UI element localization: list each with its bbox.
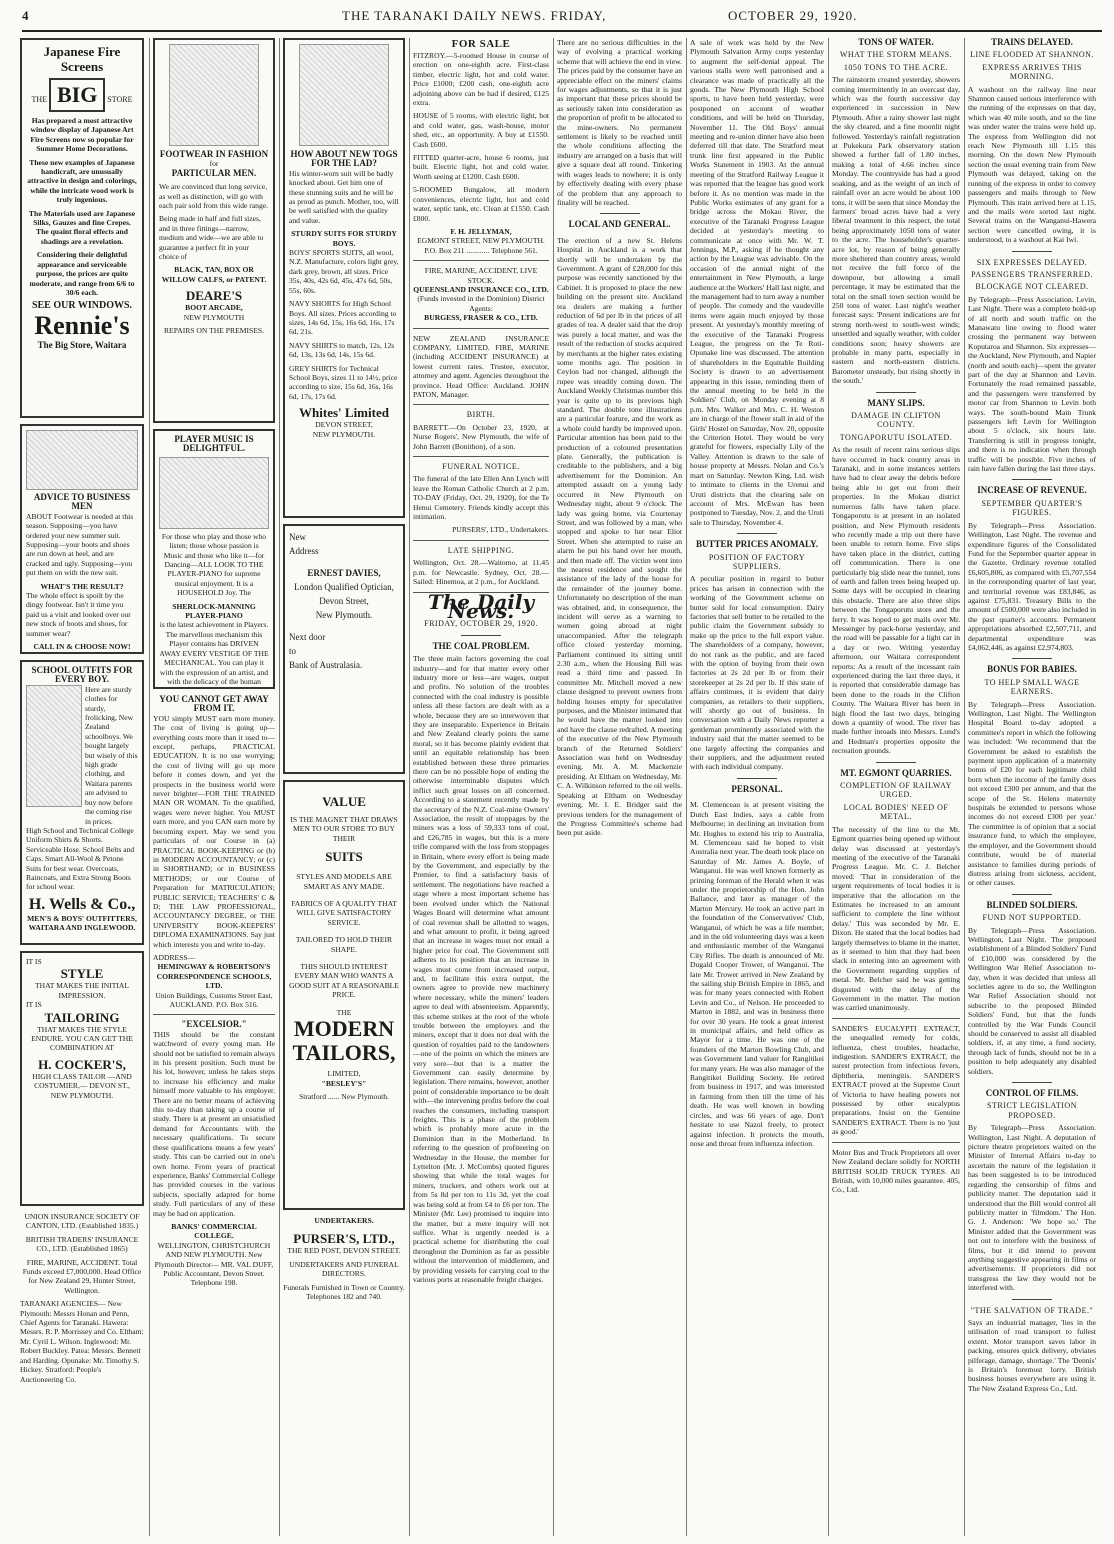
masthead (22, 8, 1102, 26)
ad-heading: PLAYER MUSIC IS DELIGHTFUL. (174, 434, 254, 454)
ad-text: YOU simply MUST earn more money. The cost of living is going up—everything costs more than it used to—except, perhaps, PRACTICAL EDUCATION. It is no use worrying; the cost of living will go up more before it comes down, and yet the prospects in the business world were never brighter—FOR THE TRAINED MAN OR WOMAN. To the qualified, wages were never higher. You MUST earn more, and you CAN earn more by becoming expert. May we send you particulars of our Course in (a) PRACTICAL BOOK-KEEPING or (b) in MODERN ACCOUNTANCY; or (c) in SHORTHAND; or in BUSINESS METHODS; or our Course of Preparation for MATRICULATION; PUBLIC SERVICE; TEACHERS' C & D; THE LAW PROFESSIONAL, ACCOUNTANCY DEGREE, or THE UNIVERSITY BOOK-KEEPERS' DIPLOMA EXAMINATIONS. Say just which interests you and write to-day. (153, 713, 275, 949)
column-divider (409, 38, 410, 1536)
gentleman-illustration-icon (169, 44, 259, 146)
ad-text: GREY SHIRTS for Technical School Boys, sizes 11 to 14½, price according to size, 15s 6d, 16s, 16s 6d, 17s, 17s 6d. (289, 363, 398, 401)
notice-text: BRITISH TRADERS' INSURANCE CO., LTD. (Established 1865) (25, 1234, 139, 1254)
ad-heading: ADVICE TO BUSINESS MEN (33, 492, 131, 512)
ad-modern-tailors (283, 780, 405, 1210)
ad-hemingway-robertson (153, 695, 275, 1009)
ad-text: NEW PLYMOUTH. (312, 429, 376, 439)
section-heading: BUTTER PRICES ANOMALY. (695, 539, 819, 550)
editorial-text: There are no serious difficulties in the way of evolving a practical working scheme that will achieve the end in view. The prices paid by the consumer have an appreciable effect on the miners' claims for wages adjustments, so that it is just as important that these prices should be as seriously taken into consideration as the proportion of profit to be allocated to the mine-owners. No permanent settlement is likely to be reached until the whole conditions affecting the industry are arranged on a basis that will give a square deal all round. Tinkering with wages leads to nowhere; it is only by effectively dealing with every phase of the problem that any approach to finality will be reached. (557, 38, 682, 207)
column-divider (149, 38, 150, 1536)
news-text: By Telegraph—Press Association. Wellington, Last Night. The Wellington Hospital Board to-day adopted a committee's report in which the following was included: 'We recommend that the Government be asked to establish the payment upon application of a maternity bonus of £20 for each legitimate child born when the income of the family does not exceed £300 per annum, and that the scope of the St. Helens maternity hospitals be extended to persons whose incomes do not exceed £300 per year.' The committee is of opinion that a social insurance fund, to which the employee, the employer, and the Government should contribute, would be of material assistance to families during periods of distress arising from sickness, accident, or other causes. (968, 699, 1096, 888)
news-text: As the result of recent rains serious slips have occurred in back country areas in Taranaki, and in some instances settlers have had to clear away the debris before being able to get out from their properties. In the Mokau district numerous falls have taken place. Tongaporutu is at present in an isolated position, and New Plymouth residents who recently made a trip out there have been unable to return home. Five slips have taken place in the district, cutting off communication. There is one particularly big slide near the tunnel, tons of earth and fallen trees being heaped up. Some days will be occupied in clearing this obstacle. There are also three slips between the Tongaporutu store and the ferry. It was hoped to get mails over Mr. Messenger by pack-horse yesterday, and the road will be passable for a light car in a day or two. Writing yesterday afternoon, our Waitara correspondent reports: As a result of the incessant rain experienced during the last three days, it is reported that considerable damage has been done to the roads in the Clifton County. The Waitara River has been in high flood the last two days, bringing down a quantity of wood. The river has made further inroads into Messrs. Lund's and Hedman's properties opposite the recreation grounds. (832, 445, 960, 756)
section-heading: MANY SLIPS. (867, 397, 925, 408)
ad-heading: Japanese Fire Screens (43, 44, 121, 74)
column-1 (20, 38, 144, 1536)
news-text: By Telegraph—Press Association. Wellington, Last Night. The revenue and expenditure figures of the Consolidated Fund for the September quarter appear in the Gazette. Ordinary revenue totalled £6,605,806, as compared with £5,707,554 in the corresponding quarter of last year, and territorial revenue was £83,846, as against £75,831. Treasury Bills to the amount of £500,000 were also included in the past quarter's accounts. Permanent appropriations absorbed £2,507,711, and departmental expenditure was £4,062,446, as against £2,974,803. (968, 520, 1096, 652)
ad-text: We are convinced that long service, as well as distinction, will go with each pair sold from this wide range. (159, 182, 269, 211)
news-text: A washout on the railway line near Shannon caused serious interference with the running of the expresses on that day, which was 40 mile south, and so the line was under water the trains were held up. The express from Wellington did not reach New Plymouth till 1.15 this morning. On the down New Plymouth section the usual evening train from New Plymouth was delayed, taking on the running of the express in order to convey passengers and mails through to New Plymouth. This train arrived here at 1.15, and the mails were sorted last night. Several trains on the Wanganui-Hawera section were cancelled owing, it is understood, to a washout at Kai Iwi. (968, 84, 1096, 245)
section-subheading: POSITION OF FACTORY SUPPLIERS. (708, 552, 806, 571)
column-divider (279, 38, 280, 1536)
classified-text: 5-ROOMED Bungalow, all modern conveniences, electric light, hot and cold water, septic tank, etc. Clean at £1550. Cash £800. (413, 185, 549, 223)
editorial-text: The three main factors governing the coal industry—and for that matter every other industry more or less—are wages, output and profits. No solution of the troubles connected with the coal industry is possible unless all these factors are dealt with as a whole, because they are so interwoven that they are inseparable. Experience in Britain and New Zealand clearly points the same moral, so it has become plainly evident that until an equitable relationship has been established between these three primaries there can be no possible hope of ending the otherwise interminable disputes which inflict such great losses on all concerned. According to a statement recently made by the secretary of the N.Z. Coal-mine Owners' Association, the result of stoppages by the miners was a loss of 59,333 tons of coal, and £26,785 in wages, but this is a mere trifle compared with the loss from stoppages in Britain, where every effort is being made by the Government, and especially by the Premier, to find a satisfactory basis of settlement. The negotiations have reached a stage where a most important scheme has been evolved under which the National Wages Board will determine what amount of coal revenue shall be allotted to wages, and what amount to profit, it being agreed that an increase in wages must not entail a higher price for coal. The Government still adheres to its position that an increase in wages must come from increased output, and, to facilitate this extra output, the owners agree to provide new machinery where necessary, while the miners' leaders agree to deal with absenteeism. Apparently, this scheme strikes at the root of the whole trouble between the employers and the miners, except that it does not deal with the question of royalties paid to the landowners—one of the points on which the miners are very sore—but that is a matter the Government can easily determine by legislation. There remains, however, another point of considerable importance to be dealt with—the intervening profits before the coal reaches the consumers, including transport freights. This is a phase of the problem which is probably more acute in the Dominion than in the Motherland. In referring to the question of profiteering on Wednesday in the House, the member for Lyttelton (Mr. J. McCombs) quoted figures showing that while the total wages for miners, truckers, and others work out at from 5s 8d per ton to 11s 3d, yet the coal was being sold at from £4 to £6 per ton. The Minister (Mr. Lee) promised to inquire into the matter, but a mere inquiry will not suffice. What is urgently needed is a practical scheme for distributing the coal throughout the Dominion as far as possible without the intervention of middlemen, and by providing vessels for carrying coal to the various ports at reasonable freight charges. (413, 654, 549, 1284)
ad-school-outfits (20, 660, 144, 945)
ad-heading: STYLE (60, 966, 104, 982)
ad-heading: PARTICULAR MEN. (171, 167, 257, 178)
section-subheading: LINE FLOODED AT SHANNON. (970, 50, 1094, 60)
ad-text: IT IS (26, 957, 42, 966)
ad-text: UNDERTAKERS AND FUNERAL DIRECTORS. (289, 1259, 399, 1279)
ad-text: Devon Street, (319, 596, 369, 606)
news-text: M. Clemenceau is at present visiting the Dutch East Indies, says a cable from Melbourne; in declining an invitation from Mr. Hughes to extend his trip to Australia, M. Clemenceau said he hoped to visit Australia next year. The death took place on Saturday of Mr. James A. Boyle, of Wanganui. He was well known formerly as printing foreman of the Herald when it was under the proprietorship of the Hon. John Ballance, and later as manager of the Marton Mercury. He took an active part in the foundation of the Conservatives' Club, Wanganui, of which he was a life member, and in the old volunteering days was a keen and enthusiastic member of the Wanganui City Rifles. The death is announced of Mr. Dugald Cooper Trower, of Wanganui. The late Mr. Trower arrived in New Zealand by the sailing ship British Empire in 1865, and was for many years connected with Robert Levin and Co., of Nelson. He proceeded to Marton in 1882, and was in business there for over 30 years. He took a great interest in municipal affairs, and held office as Mayor for a time. He was one of the founders of the Marton Bowling Club, and was Government land valuer for Rangitikei for many years. He was also manager of the Rangitikei Building Society. He retired from business in 1917, and was interested in farming from then till the time of his death. He was well known in bowling circles, and was 66 years of age. Don't hesitate to use Nazol freely, to protect against infection. It protects the mouth, nose and throat from influenza infection. (690, 800, 824, 1148)
masthead-rule (22, 30, 1102, 32)
ad-heading: UNDERTAKERS. (314, 1216, 374, 1225)
notice-heading: FUNERAL NOTICE. (442, 462, 520, 472)
ad-firm: TAILORS, (292, 1040, 396, 1066)
notice-text: Wellington, Oct. 28.—Waitomo, at 11.45 p.m. for Newcastle. Sydney, Oct. 28.—Sailed: Hinemoa, at 2 p.m., for Auckland. (413, 558, 549, 587)
ad-heading: YOU CANNOT GET AWAY FROM IT. (159, 694, 269, 714)
ad-text: ABOUT Footwear is needed at this season. Supposing—you have ordered your new summer suit. Supposing—your boots and shoes are run down at heel, and are cracked and ugly. Supposing—you put them on with the new suit. (26, 511, 134, 578)
ad-firm: DEARE'S (185, 288, 243, 304)
ad-text: BOYS' SPORTS SUITS, all wool, N.Z. Manufacture, colors light grey, dark grey, brown, all sizes. Price 35s, 40s, 42s 6d, 45s, 47s 6d, 50s, 55s, 60s. (289, 248, 399, 295)
paper-nameplate: The Daily News. (427, 589, 535, 623)
section-heading: PERSONAL. (731, 783, 783, 794)
news-text: A sale of work was held by the New Plymouth Salvation Army corps yesterday to augment the self-denial appeal. The various stalls were well patronised and a clearance was made of practically all the goods. The New Plymouth High School sports, to have been held yesterday, were postponed on account of weather conditions, and will be held on Thursday, November 11. The Old Boys' annual meeting and re-union dinner have also been deferred till that date. The Stratford meat trunk line first appeared in the Public Works Statement in 1903. At the annual meeting of the Stratford Railway League it was reported that the league has good work before it. As no mention was made in the Public Works estimates of any grant for a bridge across the Mokau River, the executive of the Taranaki Progress League decided at yesterday's meeting to communicate at once with Mr. W. T. Jennings, M.P., asking if he thought any action by the League was advisable. On the occasion of the annual night of the entertainment in New Plymouth, a large audience at the Workers' Hall last night, and the management had to turn away a number of people. The comedy and the vaudeville items were again much enjoyed by those present. At yesterday's monthly meeting of the executive of the Taranaki Progress League, the progress on the Te Roti-Opunake line was discussed. The attention of shareholders in the Equitable Building Society is drawn to an advertisement appearing in this issue, reminding them of the annual meeting to be held in the Soldiers' Club, on Monday evening at 8 p.m. Mrs. Walker and Mrs. C. H. Weston are in charge of the flower stall in aid of the Girls' Hostel on Saturday, Nov. 20, opposite the Criterion Hotel. They would be very grateful for flowers, especially Lily of the Valley. Attention is drawn to the sale of house property at Messrs. Nolan and Co.'s mart on Saturday. Newton King, Ltd. wish to intimate to clients in the Urenui and Uruti districts that the clearing sale on account of Mrs. McEwan has been postponed to Tuesday, Nov. 2, and the Uruti sale to Thursday, November 4. (690, 38, 824, 527)
section-heading: TONS OF WATER. (858, 38, 934, 47)
news-text: The rainstorm created yesterday, showers coming intermittently in an overcast day, which was the fourth successive day experienced in succession in New Plymouth. After a rainy shower last night the sky cleared, and a fine moonlit night followed. Yesterday's rainfall registration at Pukekura Park observatory station showed a further fall of 1.80 inches, making a total of 4.66 inches since Monday. The countryside has had a good soaking, and as the weight of an inch of rainfall over an acre would be about 100 tons, it will be seen that since Monday the farmers' broad acres have had a very liberal treatment in this respect, the total being approximately 1050 tons of water to the acre. The householder's quarter-acre lot, by reason of being generally more sheltered than country areas, would not receive the full force of the downpour, but allowing a small percentage, it may be estimated that the total on the small town section would be 250 tons of water. Last night's weather forecast says: 'Present indications are for strong north-west to south-west winds; unsettled and squally weather, with colder conditions soon; heavy showers are probable in many parts, especially in eastern and north-eastern districts. Barometer unsteady, but rising shortly in the south.' (832, 75, 960, 386)
section-subheading: EXPRESS ARRIVES THIS MORNING. (982, 62, 1082, 82)
section-subheading: PASSENGERS TRANSFERRED. (971, 269, 1093, 279)
ad-text: for (209, 159, 219, 169)
ad-text: Says an industrial manager, 'lies in the utilisation of road transport to fullest extent. Motor transport saves labor in packing, ensures quick delivery, obviates pilferage, damage, shortage.' The 'Dennis' is Britain's foremost lorry. British business houses everywhere are using it. The New Zealand Express Co., Ltd. (968, 1317, 1096, 1393)
ad-text: HIGH CLASS TAILOR —AND COSTUMIER,— DEVON ST., NEW PLYMOUTH. (32, 1071, 132, 1100)
ad-text: SHERLOCK-MANNING PLAYER-PIANO (172, 601, 256, 621)
ad-ernest-davies (283, 524, 405, 774)
notice-heading: LATE SHIPPING. (447, 545, 515, 555)
ad-firm: Whites' Limited (299, 405, 389, 421)
ad-firm: H. COCKER'S, (38, 1056, 126, 1072)
news-text: A peculiar position in regard to butter prices has arisen in connection with the working of the Government scheme on butter sold for local consumption. Dairy factories that sell butter to be retailed to the public claim the Government subsidy to make up the price to the full export value. The shareholders of a company, however, do not rank as the public, and are faced with the option of buying from their own factories at 2s 2d per lb or from their storekeeper at 2s 2d per lb. If this state of affairs continues, it is evident that dairy companies, as retailers to their suppliers, will shortly go out of business. In conversation with a Daily News reporter a gentleman prominently associated with the industry said that the matter seemed to be one largely affecting the companies and their suppliers, and the adjustment rested with each individual company. (690, 574, 824, 772)
ad-text: The Big Store, Waitara (37, 339, 127, 350)
classified-text: FIRE, MARINE, ACCIDENT, LIVE STOCK. (424, 266, 538, 285)
ad-text: Bank of Australasia. (289, 660, 363, 670)
classified-agent: BURGESS, FRASER & CO., LTD. (424, 313, 538, 323)
ad-text: Being made in half and full sizes, and in three fittings—narrow, medium and wide—we are able to guarantee a perfect fit in your choice of (159, 214, 264, 262)
ad-text: REPAIRS ON THE PREMISES. (163, 326, 264, 336)
ad-mcewen-bros (20, 424, 144, 654)
classified-text: HOUSE of 5 rooms, with electric light, hot and cold water, gas, wash-house, motor shed, etc., an opportunity. A buy at £1550. Cash £600. (413, 111, 549, 149)
section-subheading: LOCAL BODIES' NEED OF METAL. (843, 802, 949, 822)
ad-firm: H. Wells & Co., (28, 895, 136, 913)
ad-firm: HEMINGWAY & ROBERTSON'S CORRESPONDENCE SCHOOLS, LTD. (156, 962, 272, 991)
ad-collier-player-piano (153, 429, 275, 689)
ad-cocker-tailoring (20, 951, 144, 1206)
section-heading: INCREASE OF REVENUE. (977, 485, 1087, 496)
ad-text: High School and Technical College Uniform Shirts & Shorts. Serviceable Hose. School Belts and Caps. Smart All-Wool & Petone Suits for best wear. Overcoats, Raincoats, and Extra Strong Boots for school wear. (26, 825, 135, 892)
ad-text: The Materials used are Japanese Silks, Gauzes and fine Crepes. The quaint floral effects and shadings are a revelation. (28, 208, 136, 246)
store-label: STORE (107, 95, 133, 104)
ad-text: THE RED POST, DEVON STREET. (287, 1246, 401, 1256)
ad-text: IT IS (26, 1000, 42, 1010)
section-subheading: DAMAGE IN CLIFTON COUNTY. (851, 411, 941, 430)
ad-text: ADDRESS— (153, 952, 196, 962)
editorial-heading: THE COAL PROBLEM. (432, 640, 530, 651)
notice-text: FIRE, MARINE, ACCIDENT. Total Funds exceed £7,000,000. Head Office for New Zealand 29, Hunter Street, Wellington. (22, 1257, 142, 1295)
ad-text: Here are sturdy clothes for sturdy, frolicking, New Zealand schoolboys. We bought largely but wisely of this high grade clothing, and Waitara parents are advised to buy now before the coming rise in prices. (85, 684, 138, 826)
ad-banks-commercial-college (153, 1020, 275, 1287)
ad-text: "BESLEY'S" (321, 1078, 367, 1088)
ad-heading: TAILORING (44, 1009, 120, 1025)
ad-text: MEN'S & BOYS' OUTFITTERS, WAITARA AND INGLEWOOD. (27, 913, 137, 933)
news-text: By Telegraph—Press Association. Wellington, Last Night. The proposed establishment of a Blinded Soldiers' Fund of £10,000 was considered by the Wellington War Relief Association to-day, when it was decided that unless all societies agree to do so, the Wellington War Relief Association should not subscribe to the proposed Blinded Soldiers' Fund, but that the funds controlled by the War Funds Council should be conserved to assist all disabled soldiers, if, at any time, a fund society, through lack of funds, should not be in a position to help adequately any disabled soldiers. (968, 925, 1096, 1076)
notice-text: TARANAKI AGENCIES— New Plymouth: Messrs Honan and Penn, Chief Agents for Taranaki. Hawera: Messrs. R. P. Morrissey and Co. Eltham: Mr. Cyril L. Wilson. Inglewood: Mr. Robert Buckley. Patea: Messrs. Bennett and Harding. Opunake: Mr. Timothy S. Hickey. Stratford: People's Auctioneering Co. (20, 1299, 144, 1384)
section-heading: TRAINS DELAYED. (991, 38, 1073, 47)
news-text: The erection of a new St. Helens Hospital in Auckland is a work that shortly will be undertaken by the Government. A grant of £28,000 for this purpose was recently sanctioned by the Cabinet. It is proposed to place the new building on the present site. Auckland tea dealers are making a further reduction of 6d per lb in the prices of all grades of tea. A dealer said that the drop was purely a local matter, and was the result of the reduction of stocks acquired by merchants at the higher rates existing some months ago. The position in Ceylon had not changed, although the rupee was steadily coming down. The Auckland Weekly Christmas number this year is quite up to its previous high standard. The double tone illustrations are a particular feature, and the work as a whole could hardly be improved upon. Particular attention has been paid to the production of a coloured presentation plate. Generally, the publication is creditable to the publishers, and a big advertisement for the Dominion. An attempted assault on a young lady occurred in New Plymouth on Wednesday night, about 9 o'clock. The lady was going home, via Courtenay Street, and was followed by a man, who stopped and spoke to her near Eliot Street. When she attempted to raise an alarm he put his hand over her mouth, and then made off. The victim went into the nearest residence and sought the assistance of the lady of the house for the remainder of the journey home. Unfortunately no description of the man was obtained, and, in consequence, the incident will serve as a warning to women going abroad at night unaccompanied. After the telegraph office closed yesterday morning, Parliament continued its sitting until 2.30 a.m., when the Housing Bill was read a third time and passed. In committee Mr. Mitchell moved a new clause designed to prevent owners from holding houses empty for speculative purposes, and the Minister intimated that he would have the matter looked into and have the clause redrafted. A meeting of the executive of the New Plymouth branch of the Returned Soldiers' Association was held on Wednesday evening, Mr. A. M. Mackenzie presiding. At Eltham on Wednesday, Mr. C. A. Wilkinson referred to the oil wells. Speaking at Eltham on Wednesday evening, Mr. I. E. Bridger said the previous tenders for the management of the Progress Committee's scheme had been put aside. (557, 235, 682, 838)
column-divider (964, 38, 965, 1536)
ad-text: New Plymouth. (315, 610, 373, 620)
column-3 (283, 38, 405, 1536)
column-divider (686, 38, 687, 1536)
ad-text: THAT MAKES THE STYLE ENDURE. YOU CAN GET THE COMBINATION AT (31, 1024, 133, 1053)
column-8 (968, 38, 1096, 1536)
column-divider (553, 38, 554, 1536)
ad-heading: SCHOOL OUTFITS FOR EVERY BOY. (31, 665, 133, 685)
news-text: By Telegraph—Press Association. Levin, Last Night. There was a complete hold-up of all north and south traffic on the Manawatu line owing to flood water crossing the permanent way between Koputaroa and Shannon. Six expresses—the Auckland, New Plymouth, and Napier (north and south each)—spent the greater part of the day at Shannon and Levin. Fortunately the road remained passable, and the passengers were transferred by motor car from Shannon to Levin both ways. The south-bound Main Trunk passengers left Levin for Wellington about 5 o'clock, six hours late. Transferring is still in progress tonight, and there is no indication when through traffic will be possible. Five inches of rain have fallen during the last three days. (968, 294, 1096, 474)
section-heading: MT. EGMONT QUARRIES. (840, 767, 952, 778)
ad-text: STYLES AND MODELS ARE SMART AS ANY MADE. (296, 872, 392, 891)
ad-text: LIMITED, (327, 1069, 361, 1079)
classified-text: NEW ZEALAND INSURANCE COMPANY, LIMITED. FIRE, MARINE (including ACCIDENT INSURANCE) at lowest current rates. Trustee, executor, attorney and agent. Agencies throughout the province. Head Office: Auckland. JOHN PATON, Manager. (413, 333, 549, 399)
ad-text: WHAT'S THE RESULT? (40, 581, 124, 591)
ad-text: Address (289, 546, 319, 556)
news-text: By Telegraph—Press Association. Wellington, Last Night. A deputation of picture theatre proprietors waited on the Minister of Internal Affairs to-day to ascertain the nature of the legislation it has been suggested is to be introduced regarding the censorship of films and publicity matter. The deputation said it understood that the Bill would control all publicity matter in 'filmdom.' The Hon. G. J. Anderson: 'We hope so.' The Minister added that the Government was not out to interfere with the business of films, but it did intend to prevent anything suggestive appearing in films or advertisements. If proprietors did not transgress the law they would not be interfered with. (968, 1123, 1096, 1293)
ad-text: For those who play and those who listen; those whose passion is Music and those who like it—for Dancing—ALL LOOK TO THE PLAYER-PIANO for supreme musical enjoyment. It is a HOUSEHOLD Joy. The (161, 531, 267, 598)
ad-text: DEVON STREET, (315, 420, 373, 430)
store-label: THE (31, 95, 48, 104)
notice-text: The funeral of the late Ellen Ann Lynch will leave the Roman Catholic Church at 2 p.m. TO-DAY (Friday, Oct. 29, 1920), for the Te Henui Cemetery. Friends kindly accept this intimation. (413, 474, 549, 522)
ad-firm: BANKS' COMMERCIAL COLLEGE. (171, 1221, 257, 1241)
column-2 (153, 38, 275, 1536)
ad-firm: MODERN (293, 1016, 395, 1042)
section-subheading: WHAT THE STORM MEANS. (839, 50, 953, 60)
ad-text: WELLINGTON, CHRISTCHURCH AND NEW PLYMOUTH. New Plymouth Director— MR. VAL DUFF, Public Accountant, Devon Street. Telephone 198. (154, 1240, 274, 1288)
ad-deares-boot-arcade (153, 38, 275, 423)
classified-text: FITTED quarter-acre, house 6 rooms, just built. Electric light, hot and cold water. Worth seeing at £1200. Cash £600. (413, 153, 549, 181)
ad-firm (26, 652, 138, 655)
ad-text: THE (336, 1007, 352, 1017)
ad-text: These new examples of Japanese handicraft, are unusually attractive in design and colorings, while the intricate wood work is truly ingenious. (27, 157, 137, 205)
ad-text: BOOT ARCADE, (185, 303, 243, 313)
ad-text: CALL IN & CHOOSE NOW! (33, 642, 131, 652)
classified-agent: QUEENSLAND INSURANCE CO., LTD. (413, 284, 549, 294)
ad-heading: SUITS (325, 849, 363, 865)
section-heading: BLINDED SOLDIERS. (986, 899, 1078, 910)
section-subheading: 1050 TONS TO THE ACRE. (843, 62, 949, 72)
ad-text: IS THE MAGNET THAT DRAWS MEN TO OUR STORE TO BUY THEIR (290, 815, 398, 843)
store-logo: BIG (49, 78, 105, 112)
column-6 (690, 38, 824, 1536)
ad-japanese-fire-screens (20, 38, 144, 418)
ad-text: THIS SHOULD INTEREST EVERY MAN WHO WANTS A GOOD SUIT AT A REASONABLE PRICE. (289, 962, 399, 1000)
ad-text: Has prepared a most attractive window display of Japanese Art Fire Screens now so popular for Summer Home Decorations. (30, 116, 134, 154)
notice-text: BARRETT.—On October 23, 1920, at Nurse Rogers', New Plymouth, the wife of John Barrett (Bonithon), of a son. (413, 422, 549, 451)
ad-text: THIS should be the constant watchword of every young man. He should not be satisfied to remain always in his present position. Such must be his lot, however, unless he takes steps to increase his efficiency and make himself more valuable to his employer. There are no better means of achieving this to-day than taking up a course of study. There is at present an unsatisfied demand for Accountants with the necessary qualifications. To secure these qualifications means a few years' study. This can be carried out in one's own home. From years of practical experience, Banks' Commercial College has provided courses in the various subjects, specially adapted for home study. Full particulars of any of these may be had on application. (153, 1029, 275, 1218)
section-subheading: BLOCKAGE NOT CLEARED. (975, 282, 1089, 292)
section-subheading: TO HELP SMALL WAGE EARNERS. (984, 677, 1080, 697)
ad-text: NEW PLYMOUTH (183, 312, 245, 322)
section-heading: FOR SALE (451, 38, 511, 50)
ad-heading: FOOTWEAR IN FASHION (159, 149, 269, 159)
section-heading: SIX EXPRESSES DELAYED. (976, 257, 1088, 267)
section-heading: CONTROL OF FILMS. (985, 1088, 1079, 1099)
section-heading: BONUS FOR BABIES. (987, 664, 1077, 675)
insurance-notice (20, 1212, 144, 1384)
ad-text: Stratford ...... New Plymouth. (299, 1091, 389, 1101)
ad-firm: PURSER'S, LTD., (293, 1231, 395, 1247)
notice-heading: BIRTH. (466, 410, 496, 420)
ad-text: to (289, 646, 297, 656)
ad-text: Funerals Furnished in Town or Country. Telephones 182 and 740. (283, 1282, 405, 1302)
boot-illustration-icon (26, 430, 138, 490)
ad-heading: HOW ABOUT NEW TOGS FOR THE LAD? (290, 149, 398, 169)
ad-text: His winter-worn suit will be badly knocked about. Get him one of these stunning suits and he will be as proud as punch. Mother, too, will be well satisfied with the quality and value. (289, 168, 399, 225)
classified-text: FITZROY.—5-roomed House in course of erection on one-eighth acre. First-class timber, electric light, hot and cold water. Price £1000; £200 cash, one-eighth acre adjoining above can be had if desired, £125 extra. (413, 51, 549, 108)
ad-text: Considering their delightful appearance and serviceable purpose, the prices are quite moderate, and range from 6/6 to 30/6 each. (29, 250, 135, 297)
ad-text: The whole effect is spoilt by the dingy footwear. Isn't it time you paid us a visit and looked over our new stock of boots and shoes, for summer wear? (26, 591, 131, 638)
schoolboy-illustration-icon (26, 685, 82, 807)
ad-text: Motor Bus and Truck Proprietors all over New Zealand declare solidly for NORTH BRITISH SOLID TRUCK TYRES. All British, with 10,000 miles guarantee. 405, Co., Ltd. (832, 1147, 960, 1195)
notice-text: UNION INSURANCE SOCIETY OF CANTON, LTD. (Established 1835.) (24, 1212, 140, 1231)
classified-agent: F. H. JELLYMAN, (450, 226, 512, 236)
column-4 (413, 38, 549, 1536)
paper-date: FRIDAY, OCTOBER 29, 1920. (424, 619, 538, 629)
section-heading: LOCAL AND GENERAL. (568, 219, 671, 230)
newspaper-title: THE TARANAKI DAILY NEWS. FRIDAY, (342, 8, 607, 23)
ad-pursers-undertakers (283, 1216, 405, 1301)
ad-heading: VALUE (322, 794, 366, 809)
page-number: 4 (22, 8, 30, 23)
ad-text: TAILORED TO HOLD THEIR SHAPE. (295, 935, 393, 954)
ad-text: NAVY SHORTS for High School Boys. All sizes. Prices according to sizes, 14s 6d, 15s, 16s 6d, 16s, 17s 6d, 21s. (289, 299, 397, 337)
section-heading: "THE SALVATION OF TRADE." (970, 1305, 1094, 1315)
ad-heading: STURDY SUITS FOR STURDY BOYS. (291, 229, 397, 248)
classified-text: (Funds invested in the Dominion) District Agents: (417, 294, 545, 313)
boy-illustration-icon (299, 44, 389, 146)
section-subheading: STRICT LEGISLATION PROPOSED. (987, 1101, 1077, 1120)
column-divider (828, 38, 829, 1536)
ad-firm: Rennie's (34, 310, 130, 340)
piano-illustration-icon (159, 457, 269, 529)
notice-text: PURSERS', LTD., Undertakers. (452, 525, 549, 535)
column-7 (832, 38, 960, 1536)
ad-text: BLACK, TAN, BOX OR WILLOW CALFS, or PATENT. (161, 265, 267, 284)
section-subheading: FUND NOT SUPPORTED. (982, 913, 1082, 923)
ad-whites-limited (283, 38, 405, 518)
ad-text: THAT MAKES THE INITIAL IMPRESSION. (35, 981, 129, 1000)
ad-heading: "EXCELSIOR." (181, 1019, 247, 1030)
column-5 (557, 38, 682, 1536)
ad-text: Union Buildings, Customs Street East, AUCKLAND. P.O. Box 516. (155, 990, 273, 1009)
ad-text: is the latest achievement in Players. The marvellous mechanism this Player contains has DRIVEN AWAY EVERY VESTIGE OF THE MECHANICAL. You can play it with the expression of an artist, and with the delicacy of the human (159, 620, 269, 686)
section-subheading: TONGAPORUTU ISOLATED. (839, 432, 953, 442)
section-subheading: SEPTEMBER QUARTER'S FIGURES. (981, 498, 1083, 518)
classified-text: EGMONT STREET, NEW PLYMOUTH. P.O. Box 211 ............ Telephone 561. (417, 236, 545, 255)
ad-text: SANDER'S EUCALYPTI EXTRACT, the unequalled remedy for colds, influenza, chest troubles, headache, indigestion. SANDER'S EXTRACT, the surest protection from infectious fevers, diphtheria, meningitis. SANDER'S EXTRACT proved at the Supreme Court of Victoria to have healing powers not possessed by other eucalyptus preparations. Insist on the Genuine SANDER'S EXTRACT. There is no 'just as good.' (832, 1023, 960, 1137)
ad-text: New (289, 532, 306, 542)
ad-firm: ERNEST DAVIES, (307, 568, 381, 578)
ad-text: Next door (289, 632, 326, 642)
news-text: The necessity of the line to the Mt. Egmont quarries being opened up without delay was discussed at yesterday's meeting of the executive of the Taranaki Progress League. Mr. C. J. Belcher moved: 'That in consideration of the urgent requirements of local bodies it is imperative that the allocation on the Estimates be increased to an amount sufficient to complete the line without delay.' This was seconded by Mr. E. Dixon. He stated that the local bodies had largely themselves to blame in the matter, as it seemed to him that they had been slack in entering into an agreement with the Government regarding supplies of metal. Mr. Belcher said he was getting disgusted with the delay of the Government in the matter. The motion was carried unanimously. (832, 824, 960, 1013)
issue-date: OCTOBER 29, 1920. (728, 8, 858, 23)
ad-text: London Qualified Optician, (294, 582, 394, 592)
ad-text: NAVY SHIRTS to match, 12s, 12s 6d, 13s, 13s 6d, 14s, 15s 6d. (289, 340, 395, 360)
ad-text: FABRICS OF A QUALITY THAT WILL GIVE SATISFACTORY SERVICE. (291, 899, 397, 927)
ad-text: SEE OUR WINDOWS. (31, 300, 133, 312)
section-subheading: COMPLETION OF RAILWAY URGED. (840, 781, 952, 800)
